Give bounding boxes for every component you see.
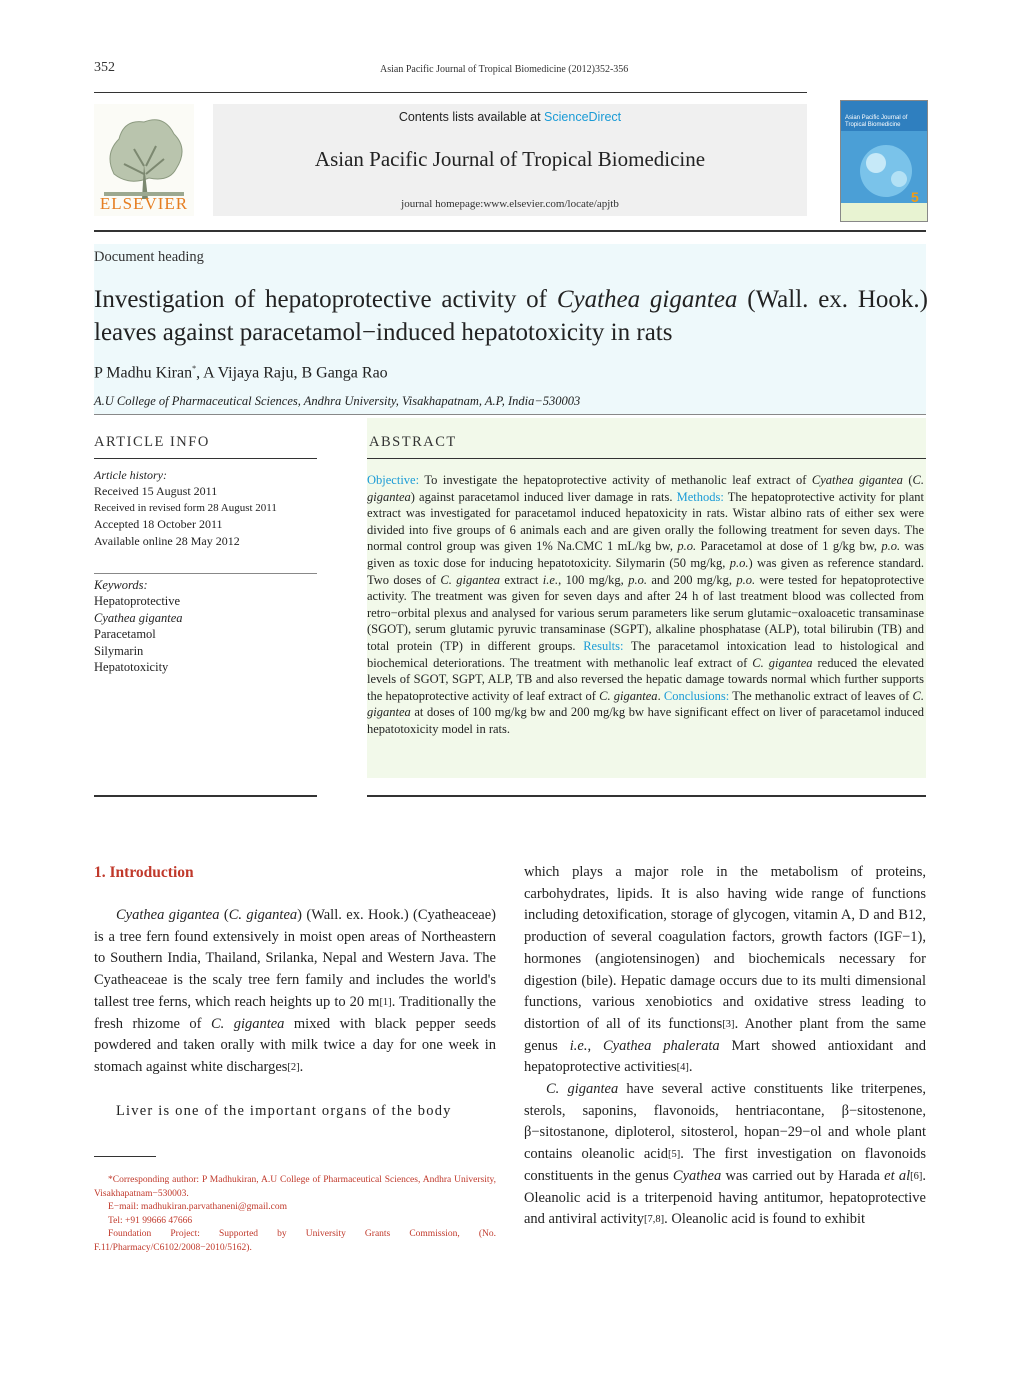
- cover-title: Asian Pacific Journal of Tropical Biomedicine: [845, 115, 908, 128]
- corresponding-mark: *: [192, 364, 197, 373]
- affiliation: A.U College of Pharmaceutical Sciences, Andhra University, Visakhapatnam, A.P, India−530003: [94, 394, 581, 408]
- objective-label: Objective:: [367, 473, 420, 487]
- article-info-heading: ARTICLE INFO: [94, 434, 210, 450]
- intro-run: which plays a major role in the metabolism of proteins, carbohydrates, lipids. It is also having wide range of functions including detoxification, storage of glycogen, vitamin A, D and B12, production of several coagulation factors, growth factors (IGF−1), hormones (angiotensinogen) and biochemicals necessary for digestion (bile). Hepatic damage occurs due to its multi dimensional functions, various xenobiotics and oxidative stress leading to distortion of all of its functions: [524, 864, 926, 1032]
- contents-available: [213, 110, 807, 124]
- article-info-bottom-rule: [94, 795, 317, 797]
- corresponding-author: *Corresponding author: P Madhukiran, A.U College of Pharmaceutical Sciences, Andhra University, Visakhapatnam−530003.: [94, 1175, 496, 1199]
- banner-rule: [94, 230, 926, 232]
- abstract-run: extract: [500, 572, 543, 587]
- intro-run: . Oleanolic acid is a triterpenoid having antitumor, hepatoprotective and antiviral activity: [524, 1167, 926, 1228]
- abstract-run: C. gigantea: [440, 572, 501, 587]
- methods-label: Methods:: [676, 489, 724, 504]
- intro-run: .: [688, 1059, 693, 1076]
- abstract-run: Paracetamol at dose of 1 g/kg bw,: [696, 539, 882, 554]
- intro-run: .: [299, 1058, 304, 1075]
- intro-run: . Another plant from the same genus: [524, 1015, 926, 1054]
- abstract-run: To investigate the hepatoprotective activity of methanolic leaf extract of: [419, 473, 812, 487]
- contents-prefix: Contents lists available at: [398, 110, 545, 124]
- abstract-run: was given as toxic dose for inducing hepatotoxicity. Silymarin (50 mg/kg,: [367, 539, 924, 570]
- intro-run: i.e.: [569, 1037, 588, 1054]
- intro-paragraph-2-continued: [524, 862, 926, 1079]
- received-date: Received 15 August 2011: [94, 484, 218, 499]
- citation-link[interactable]: [1]: [379, 996, 392, 1008]
- abstract-run: at doses of 100 mg/kg bw and 200 mg/kg bw have significant effect on liver of paracetamol induced hepatotoxicity model in rats.: [367, 705, 924, 736]
- running-title: Asian Pacific Journal of Tropical Biomedicine (2012)352-356: [380, 64, 629, 75]
- sciencedirect-link[interactable]: ScienceDirect: [544, 110, 622, 124]
- keywords-block: [94, 577, 183, 675]
- author-tel: Tel: +91 99666 47666: [108, 1215, 193, 1226]
- journal-homepage[interactable]: journal homepage:www.elsevier.com/locate/apjtb: [401, 198, 619, 210]
- abstract-run: C. gigantea: [752, 655, 813, 670]
- intro-run: Cyathea gigantea: [116, 907, 220, 923]
- intro-run: Liver is one of the important organs of the body: [116, 1103, 452, 1119]
- article-info-rule: [94, 458, 317, 459]
- keywords-rule: [94, 573, 317, 574]
- abstract-run: p.o.: [729, 555, 749, 570]
- keywords-label: Keywords:: [94, 578, 148, 592]
- abstract-bottom-rule: [367, 795, 926, 797]
- intro-run: C. gigantea: [228, 907, 298, 923]
- intro-run: have several active constituents like triterpenes, sterols, saponins, flavonoids, hentriacontane, β−sitostenone, β−sitostanone, diploterol, sitosterol, hopan−29−ol and whole plant contains oleanolic acid: [524, 1081, 926, 1163]
- intro-run: . Oleanolic acid is found to exhibit: [664, 1211, 866, 1228]
- header-rule: [94, 92, 807, 93]
- results-label: Results:: [583, 638, 624, 653]
- abstract-run: Cyathea gigantea: [811, 473, 903, 487]
- revised-date: Received in revised form 28 August 2011: [94, 501, 277, 514]
- keyword-item: Hepatoprotective: [94, 594, 181, 609]
- elsevier-logo: [94, 104, 194, 216]
- footnote-rule: [94, 1156, 156, 1157]
- intro-run: . Traditionally the fresh rhizome of: [94, 993, 496, 1032]
- abstract-run: i.e.: [542, 572, 559, 587]
- history-label: Article history:: [94, 468, 167, 482]
- abstract-run: ) against paracetamol induced liver damage in rats.: [410, 489, 677, 504]
- abstract-run: p.o.: [736, 572, 756, 587]
- citation-link[interactable]: [4]: [676, 1062, 689, 1074]
- article-title: [94, 283, 928, 349]
- citation-link[interactable]: [5]: [667, 1149, 681, 1161]
- abstract-run: p.o.: [881, 539, 901, 554]
- intro-paragraph-3: [524, 1079, 926, 1231]
- intro-paragraph-1: [94, 905, 496, 1079]
- journal-name: Asian Pacific Journal of Tropical Biomedicine: [314, 147, 706, 171]
- intro-paragraph-2-start: [94, 1101, 496, 1123]
- abstract-run: and 200 mg/kg,: [646, 572, 737, 587]
- citation-link[interactable]: [6]: [910, 1170, 923, 1182]
- title-part-1: Investigation of hepatoprotective activity of: [94, 286, 557, 313]
- authors: [94, 364, 388, 382]
- abstract-run: The hepatoprotective activity for plant extract was investigated for paracetamol induced hepatoxicity in rats. Wistar albino rats of either sex were divided into five groups of 6 animals each and are given orally the following treatment for seven days. The normal control group was given 1% Na.CMC 1 mL/kg bw,: [367, 489, 924, 554]
- foundation-project: Foundation Project: Supported by University Grants Commission, (No. F.11/Pharmacy/C6102/2008−2010/5162).: [94, 1229, 496, 1253]
- author-email: E−mail: madhukiran.parvathaneni@gmail.com: [108, 1202, 287, 1212]
- other-authors: , A Vijaya Raju, B Ganga Rao: [196, 364, 388, 382]
- conclusions-label: Conclusions:: [663, 688, 730, 703]
- journal-cover: [840, 100, 928, 222]
- author-1: P Madhu Kiran: [94, 364, 193, 382]
- keyword-item: Hepatotoxicity: [94, 660, 169, 675]
- intro-run: . The first investigation on flavonoids constituents in the genus: [524, 1146, 926, 1184]
- abstract-run: were tested for hepatoprotective activity. The treatment was given for seven days and after 24 h of last treatment blood was collected from retro−orbital plexus and analysed for various serum parameters like serum glutamic−oxaloacetic transaminase (SGOT), serum glutamic pyruvic transaminase (SGPT), alkaline phosphatase (ALP), total bilirubin (TB) and total protein (TP) in different groups.: [367, 572, 925, 653]
- intro-run: was carried out by Harada: [721, 1167, 885, 1184]
- keyword-item: Silymarin: [94, 643, 144, 658]
- elsevier-wordmark: ELSEVIER: [99, 194, 189, 213]
- intro-run: C. gigantea: [546, 1081, 619, 1098]
- intro-run: mixed with black pepper seeds powdered and taken orally with milk twice a day for one week in stomach against white discharges: [94, 1015, 496, 1075]
- citation-link[interactable]: [7,8]: [644, 1214, 665, 1226]
- title-part-2: (Wall. ex. Hook.) leaves against paracetamol−induced hepatotoxicity in rats: [94, 286, 929, 346]
- intro-run: Cyathea: [672, 1167, 722, 1184]
- abstract-run: C. gigantea: [367, 473, 924, 504]
- abstract-run: C. gigantea: [367, 688, 924, 720]
- cover-issue: 5: [911, 189, 919, 205]
- abstract-run: ) was given as reference standard. Two doses of: [367, 555, 924, 587]
- abstract-run: (: [902, 473, 913, 487]
- intro-right-column: [524, 862, 926, 1284]
- title-species: Cyathea gigantea: [556, 286, 738, 313]
- abstract-rule: [367, 458, 926, 459]
- title-rule: [94, 414, 926, 415]
- document-heading: Document heading: [94, 249, 204, 265]
- footnotes: [94, 1174, 496, 1255]
- abstract-run: p.o.: [677, 539, 697, 554]
- intro-run: Cyathea phalerata: [603, 1037, 720, 1054]
- intro-heading: 1. Introduction: [94, 864, 194, 881]
- citation-link[interactable]: [3]: [722, 1018, 735, 1030]
- intro-run: Mart showed antioxidant and hepatoprotective activities: [524, 1037, 926, 1076]
- accepted-date: Accepted 18 October 2011: [94, 517, 223, 532]
- citation-link[interactable]: [2]: [287, 1061, 300, 1073]
- abstract-run: reduced the elevated levels of SGOT, SGPT, ALP, TB and also reversed the hepatic damage towards normal which further supports the hepatoprotective activity of leaf extract of: [367, 655, 924, 703]
- intro-run: et al: [884, 1167, 911, 1184]
- page-number: 352: [94, 60, 115, 75]
- abstract-run: , 100 mg/kg,: [558, 572, 629, 587]
- article-history: [94, 467, 277, 549]
- abstract-run: C. gigantea: [599, 688, 658, 703]
- keyword-item: Cyathea gigantea: [94, 610, 183, 625]
- abstract-text: [367, 472, 924, 738]
- keyword-item: Paracetamol: [94, 627, 156, 642]
- abstract-heading: ABSTRACT: [369, 434, 457, 450]
- abstract-run: The paracetamol intoxication lead to histological and biochemical deteriorations. The treatment with methanolic leaf extract of: [367, 638, 925, 670]
- intro-run: (: [219, 907, 229, 923]
- abstract-run: .: [657, 688, 664, 703]
- online-date: Available online 28 May 2012: [94, 533, 240, 548]
- abstract-run: p.o.: [628, 572, 647, 587]
- intro-run: ,: [587, 1037, 604, 1054]
- intro-run: ) (Wall. ex. Hook.) (Cyatheaceae) is a tree fern found extensively in moist open areas of Northeastern to Southern India, Thailand, Srilanka, Nepal and Western Java. The Cyatheaceae is the scaly tree fern family and includes the world's tallest tree ferns, which reach heights up to 20 m: [94, 907, 496, 1010]
- intro-run: C. gigantea: [210, 1015, 285, 1032]
- abstract-run: The methanolic extract of leaves of: [729, 688, 913, 703]
